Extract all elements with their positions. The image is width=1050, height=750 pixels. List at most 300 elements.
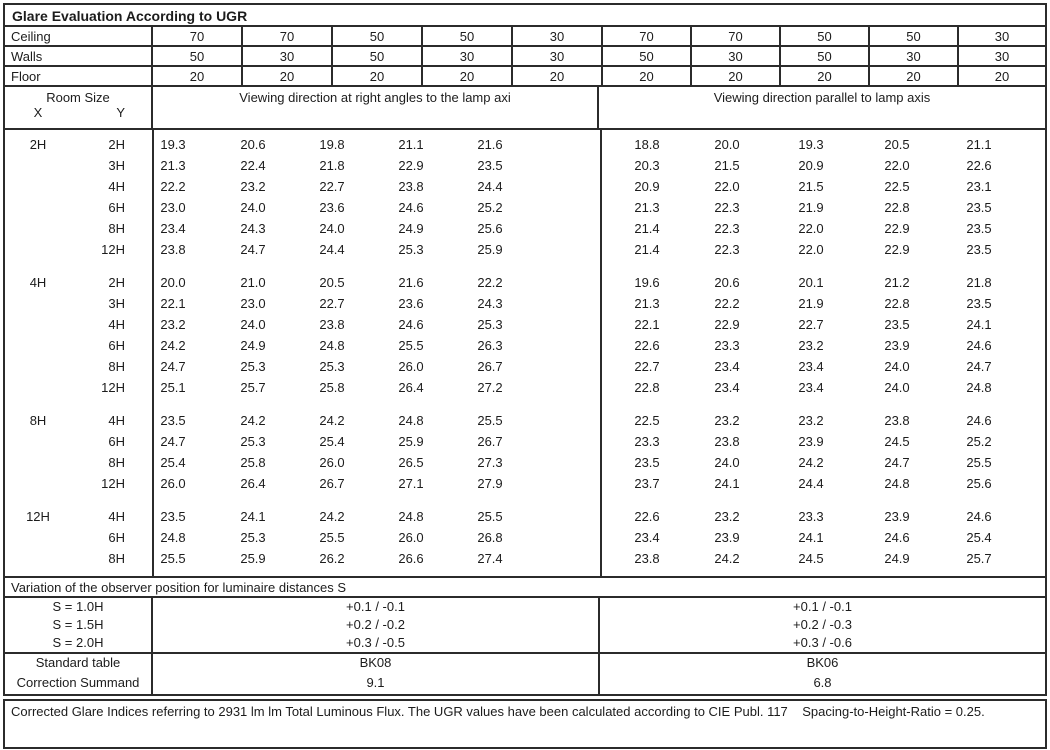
ugr-value: 22.6 xyxy=(634,509,660,524)
ugr-value: 18.8 xyxy=(634,137,660,152)
room-y-label: 12H xyxy=(101,242,125,257)
ugr-value: 25.3 xyxy=(477,317,503,332)
surface-row-label: Walls xyxy=(5,47,153,65)
ugr-value: 24.3 xyxy=(240,221,266,236)
ugr-value: 24.1 xyxy=(714,476,740,491)
ugr-value: 22.3 xyxy=(714,200,740,215)
ugr-value: 23.3 xyxy=(634,434,660,449)
ugr-value: 24.4 xyxy=(798,476,824,491)
ugr-value: 24.2 xyxy=(798,455,824,470)
ugr-row xyxy=(5,198,1045,219)
ugr-value: 20.5 xyxy=(884,137,910,152)
ugr-row xyxy=(5,474,1045,495)
ugr-value: 26.7 xyxy=(319,476,345,491)
room-y-label: 3H xyxy=(108,296,125,311)
ugr-value: 23.3 xyxy=(798,509,824,524)
ugr-value: 20.6 xyxy=(714,275,740,290)
summary-rows xyxy=(5,654,1045,694)
ugr-value: 25.5 xyxy=(966,455,992,470)
variation-row xyxy=(5,598,1045,616)
ugr-value: 27.1 xyxy=(398,476,424,491)
ugr-value: 25.8 xyxy=(319,380,345,395)
ugr-value: 23.2 xyxy=(240,179,266,194)
ugr-value: 20.6 xyxy=(240,137,266,152)
xy-axis-labels xyxy=(5,105,151,123)
ugr-row xyxy=(5,273,1045,294)
group-gap xyxy=(5,399,1045,411)
ugr-row xyxy=(5,135,1045,156)
summary-right-value: BK06 xyxy=(806,655,839,670)
ugr-value: 25.6 xyxy=(477,221,503,236)
ugr-value: 21.3 xyxy=(160,158,186,173)
surface-row xyxy=(5,27,1045,47)
ugr-value: 22.7 xyxy=(319,179,345,194)
summary-left-value: BK08 xyxy=(153,654,600,674)
ugr-value: 22.8 xyxy=(634,380,660,395)
ugr-value: 23.6 xyxy=(398,296,424,311)
room-y-label: 8H xyxy=(108,551,125,566)
room-y-label: 6H xyxy=(108,530,125,545)
ugr-value: 21.2 xyxy=(884,275,910,290)
surface-value-cell: 30 xyxy=(994,29,1010,44)
ugr-value: 25.9 xyxy=(240,551,266,566)
surface-value-cell: 30 xyxy=(423,47,513,65)
ugr-value: 21.9 xyxy=(798,200,824,215)
surface-value-cell: 70 xyxy=(603,27,692,45)
room-x-label: 8H xyxy=(29,413,47,428)
surface-row xyxy=(5,47,1045,67)
ugr-value: 19.6 xyxy=(634,275,660,290)
ugr-value: 24.0 xyxy=(240,200,266,215)
ugr-value: 24.7 xyxy=(240,242,266,257)
group-gap xyxy=(5,261,1045,273)
ugr-value: 25.5 xyxy=(160,551,186,566)
variation-row-label: S = 2.0H xyxy=(5,634,153,652)
ugr-value: 24.1 xyxy=(240,509,266,524)
ugr-value: 25.3 xyxy=(240,434,266,449)
surface-row-label: Ceiling xyxy=(5,27,153,45)
ugr-value: 24.2 xyxy=(319,509,345,524)
ugr-value: 27.4 xyxy=(477,551,503,566)
ugr-value: 24.9 xyxy=(398,221,424,236)
ugr-value: 21.0 xyxy=(240,275,266,290)
surface-value-cell: 20 xyxy=(603,67,692,85)
ugr-value: 25.2 xyxy=(477,200,503,215)
ugr-value: 23.5 xyxy=(634,455,660,470)
surface-value-cell: 20 xyxy=(994,69,1010,84)
ugr-value: 23.4 xyxy=(798,359,824,374)
room-size-header-cell xyxy=(5,87,153,128)
column-header-band xyxy=(5,87,1045,130)
ugr-value: 25.2 xyxy=(966,434,992,449)
ugr-value: 21.4 xyxy=(634,242,660,257)
ugr-value: 24.6 xyxy=(966,413,992,428)
ugr-value: 23.2 xyxy=(160,317,186,332)
room-y-label: 8H xyxy=(108,221,125,236)
ugr-value: 25.6 xyxy=(966,476,992,491)
variation-right-value: +0.2 / -0.3 xyxy=(793,617,852,632)
ugr-value: 24.7 xyxy=(884,455,910,470)
room-y-label: 12H xyxy=(101,380,125,395)
ugr-value: 21.3 xyxy=(634,200,660,215)
ugr-value: 24.8 xyxy=(966,380,992,395)
ugr-row xyxy=(5,156,1045,177)
summary-row-label: Standard table xyxy=(5,654,153,674)
ugr-value: 25.1 xyxy=(160,380,186,395)
ugr-value: 21.5 xyxy=(798,179,824,194)
ugr-value: 19.3 xyxy=(798,137,824,152)
summary-left-value: 9.1 xyxy=(153,674,600,694)
ugr-value: 22.4 xyxy=(240,158,266,173)
surface-value-cell: 20 xyxy=(243,67,333,85)
surface-value-cell: 50 xyxy=(423,27,513,45)
ugr-value: 22.2 xyxy=(714,296,740,311)
ugr-row xyxy=(5,357,1045,378)
ugr-value: 23.9 xyxy=(714,530,740,545)
ugr-value: 20.9 xyxy=(798,158,824,173)
surface-value-cell: 20 xyxy=(692,67,781,85)
ugr-value: 22.7 xyxy=(319,296,345,311)
viewing-direction-parallel-heading: Viewing direction parallel to lamp axis xyxy=(713,90,931,105)
surface-value-cell: 50 xyxy=(153,47,243,65)
ugr-value: 26.0 xyxy=(398,359,424,374)
surface-value-cell: 50 xyxy=(333,47,423,65)
ugr-value: 23.5 xyxy=(966,221,992,236)
surface-value-cell: 50 xyxy=(781,27,870,45)
room-y-label: 6H xyxy=(108,434,125,449)
ugr-value: 23.4 xyxy=(714,359,740,374)
ugr-value: 24.0 xyxy=(240,317,266,332)
ugr-value: 21.8 xyxy=(319,158,345,173)
ugr-value: 25.7 xyxy=(240,380,266,395)
ugr-value: 23.4 xyxy=(798,380,824,395)
summary-row-label: Correction Summand xyxy=(5,674,153,694)
ugr-value: 24.6 xyxy=(884,530,910,545)
ugr-value: 24.8 xyxy=(398,509,424,524)
ugr-table xyxy=(3,3,1047,696)
summary-row xyxy=(5,674,1045,694)
ugr-value: 20.9 xyxy=(634,179,660,194)
ugr-row xyxy=(5,240,1045,261)
summary-row xyxy=(5,654,1045,674)
ugr-row xyxy=(5,378,1045,399)
ugr-value: 24.0 xyxy=(714,455,740,470)
ugr-value: 24.2 xyxy=(319,413,345,428)
ugr-value: 23.8 xyxy=(319,317,345,332)
ugr-value: 21.5 xyxy=(714,158,740,173)
ugr-value: 24.8 xyxy=(319,338,345,353)
variation-row xyxy=(5,634,1045,652)
ugr-value: 22.8 xyxy=(884,200,910,215)
ugr-value: 25.5 xyxy=(319,530,345,545)
surface-value-cell: 50 xyxy=(781,47,870,65)
ugr-value: 25.3 xyxy=(319,359,345,374)
variation-section-title: Variation of the observer position for luminaire distances S xyxy=(5,576,1045,598)
ugr-value: 23.4 xyxy=(714,380,740,395)
ugr-row xyxy=(5,219,1045,240)
ugr-value: 24.2 xyxy=(714,551,740,566)
surface-value-cell: 30 xyxy=(513,47,603,65)
ugr-value: 21.6 xyxy=(398,275,424,290)
ugr-value: 24.1 xyxy=(966,317,992,332)
ugr-value: 23.9 xyxy=(884,338,910,353)
ugr-value: 20.1 xyxy=(798,275,824,290)
room-x-label: 4H xyxy=(29,275,47,290)
room-y-label: 8H xyxy=(108,359,125,374)
ugr-value: 26.5 xyxy=(398,455,424,470)
ugr-value: 26.4 xyxy=(240,476,266,491)
ugr-value: 21.1 xyxy=(398,137,424,152)
ugr-value: 23.5 xyxy=(477,158,503,173)
ugr-value: 19.3 xyxy=(160,137,186,152)
ugr-value: 22.9 xyxy=(398,158,424,173)
ugr-value: 20.5 xyxy=(319,275,345,290)
room-y-label: 2H xyxy=(108,137,125,152)
ugr-value: 25.9 xyxy=(477,242,503,257)
ugr-value: 20.3 xyxy=(634,158,660,173)
ugr-value: 25.4 xyxy=(319,434,345,449)
ugr-value: 21.6 xyxy=(477,137,503,152)
ugr-value: 24.0 xyxy=(884,380,910,395)
variation-row-label: S = 1.5H xyxy=(5,616,153,634)
ugr-value: 24.7 xyxy=(160,434,186,449)
ugr-value: 23.2 xyxy=(714,509,740,524)
surface-row-label: Floor xyxy=(5,67,153,85)
ugr-value: 23.1 xyxy=(966,179,992,194)
ugr-value: 25.3 xyxy=(240,359,266,374)
ugr-value: 23.6 xyxy=(319,200,345,215)
ugr-value: 20.0 xyxy=(714,137,740,152)
ugr-value: 23.0 xyxy=(240,296,266,311)
ugr-value: 23.8 xyxy=(714,434,740,449)
ugr-row xyxy=(5,177,1045,198)
ugr-value: 22.0 xyxy=(798,221,824,236)
ugr-value: 22.6 xyxy=(634,338,660,353)
summary-right-value: 6.8 xyxy=(813,675,832,690)
room-y-label: 3H xyxy=(108,158,125,173)
surface-value-cell: 20 xyxy=(513,67,603,85)
viewing-direction-right-angles-heading: Viewing direction at right angles to the lamp axi xyxy=(153,87,599,128)
room-y-label: 4H xyxy=(108,413,125,428)
surface-value-cell: 30 xyxy=(513,27,603,45)
ugr-value: 22.2 xyxy=(160,179,186,194)
surface-row xyxy=(5,67,1045,87)
ugr-value: 24.9 xyxy=(884,551,910,566)
ugr-value: 24.3 xyxy=(477,296,503,311)
surface-value-cell: 50 xyxy=(603,47,692,65)
room-y-label: 8H xyxy=(108,455,125,470)
ugr-row xyxy=(5,336,1045,357)
ugr-value: 22.8 xyxy=(884,296,910,311)
variation-right-value: +0.1 / -0.1 xyxy=(793,599,852,614)
ugr-value: 25.5 xyxy=(477,509,503,524)
ugr-value: 24.7 xyxy=(966,359,992,374)
ugr-value: 27.9 xyxy=(477,476,503,491)
ugr-value: 22.0 xyxy=(798,242,824,257)
ugr-value: 25.4 xyxy=(966,530,992,545)
surface-value-cell: 70 xyxy=(692,27,781,45)
ugr-row xyxy=(5,315,1045,336)
ugr-value: 24.2 xyxy=(160,338,186,353)
room-y-label: 4H xyxy=(108,179,125,194)
ugr-value: 25.5 xyxy=(398,338,424,353)
x-axis-label: X xyxy=(33,105,43,120)
ugr-row xyxy=(5,432,1045,453)
ugr-value: 25.7 xyxy=(966,551,992,566)
ugr-value: 24.9 xyxy=(240,338,266,353)
ugr-value: 24.4 xyxy=(319,242,345,257)
variation-row-label: S = 1.0H xyxy=(5,598,153,616)
variation-left-value: +0.3 / -0.5 xyxy=(153,634,600,652)
ugr-value: 22.1 xyxy=(160,296,186,311)
ugr-value: 23.5 xyxy=(966,296,992,311)
ugr-value: 22.3 xyxy=(714,221,740,236)
ugr-value: 22.3 xyxy=(714,242,740,257)
ugr-row xyxy=(5,411,1045,432)
ugr-value: 25.4 xyxy=(160,455,186,470)
footer-note: Corrected Glare Indices referring to 2931 lm lm Total Luminous Flux. The UGR values have been calculated according to CIE Publ. 117 Spacing-to-Height-Ratio = 0.25. xyxy=(3,699,1047,749)
ugr-value: 23.8 xyxy=(160,242,186,257)
ugr-value: 23.9 xyxy=(884,509,910,524)
ugr-value: 26.0 xyxy=(319,455,345,470)
y-axis-label: Y xyxy=(116,105,125,120)
ugr-value: 22.0 xyxy=(884,158,910,173)
ugr-value: 26.3 xyxy=(477,338,503,353)
ugr-value: 25.5 xyxy=(477,413,503,428)
variation-left-value: +0.2 / -0.2 xyxy=(153,616,600,634)
ugr-row xyxy=(5,528,1045,549)
ugr-value: 22.9 xyxy=(714,317,740,332)
room-y-label: 4H xyxy=(108,317,125,332)
ugr-value: 23.4 xyxy=(160,221,186,236)
ugr-value: 27.3 xyxy=(477,455,503,470)
ugr-value: 23.8 xyxy=(398,179,424,194)
ugr-value: 21.1 xyxy=(966,137,992,152)
ugr-value: 22.2 xyxy=(477,275,503,290)
ugr-value: 21.3 xyxy=(634,296,660,311)
surface-value-cell: 20 xyxy=(153,67,243,85)
ugr-value: 24.8 xyxy=(398,413,424,428)
ugr-value: 26.2 xyxy=(319,551,345,566)
ugr-value: 19.8 xyxy=(319,137,345,152)
ugr-value: 25.9 xyxy=(398,434,424,449)
surface-value-cell: 30 xyxy=(994,49,1010,64)
ugr-value: 23.5 xyxy=(160,509,186,524)
room-y-label: 12H xyxy=(101,476,125,491)
room-y-label: 4H xyxy=(108,509,125,524)
ugr-value: 22.5 xyxy=(634,413,660,428)
ugr-value: 23.2 xyxy=(714,413,740,428)
room-y-label: 6H xyxy=(108,338,125,353)
ugr-value: 24.0 xyxy=(884,359,910,374)
surface-value-cell: 30 xyxy=(243,47,333,65)
ugr-value: 22.9 xyxy=(884,221,910,236)
ugr-row xyxy=(5,453,1045,474)
surface-value-cell: 20 xyxy=(333,67,423,85)
ugr-row xyxy=(5,507,1045,528)
ugr-value: 22.6 xyxy=(966,158,992,173)
ugr-value: 26.7 xyxy=(477,359,503,374)
variation-right-value: +0.3 / -0.6 xyxy=(793,635,852,650)
ugr-value: 23.5 xyxy=(966,242,992,257)
ugr-value: 24.5 xyxy=(798,551,824,566)
ugr-value: 22.5 xyxy=(884,179,910,194)
room-x-label: 2H xyxy=(29,137,47,152)
ugr-value: 22.0 xyxy=(714,179,740,194)
surface-reflectance-rows xyxy=(5,27,1045,87)
ugr-value: 24.8 xyxy=(160,530,186,545)
ugr-value: 23.3 xyxy=(714,338,740,353)
ugr-value: 25.3 xyxy=(398,242,424,257)
ugr-value: 22.7 xyxy=(634,359,660,374)
ugr-value: 23.5 xyxy=(966,200,992,215)
observer-variation-rows xyxy=(5,598,1045,654)
ugr-value: 23.0 xyxy=(160,200,186,215)
surface-value-cell: 50 xyxy=(333,27,423,45)
ugr-value: 21.9 xyxy=(798,296,824,311)
ugr-value: 24.4 xyxy=(477,179,503,194)
ugr-value: 23.2 xyxy=(798,338,824,353)
ugr-value: 24.6 xyxy=(398,200,424,215)
ugr-value: 24.7 xyxy=(160,359,186,374)
ugr-value: 23.9 xyxy=(798,434,824,449)
ugr-value: 26.0 xyxy=(160,476,186,491)
ugr-value: 24.6 xyxy=(398,317,424,332)
ugr-value: 25.3 xyxy=(240,530,266,545)
ugr-row xyxy=(5,549,1045,570)
ugr-value: 24.6 xyxy=(966,338,992,353)
ugr-value: 26.7 xyxy=(477,434,503,449)
ugr-value: 22.1 xyxy=(634,317,660,332)
ugr-value: 24.2 xyxy=(240,413,266,428)
ugr-row xyxy=(5,294,1045,315)
ugr-value: 21.8 xyxy=(966,275,992,290)
room-x-label: 12H xyxy=(26,509,50,524)
surface-value-cell: 30 xyxy=(870,47,959,65)
ugr-value: 24.8 xyxy=(884,476,910,491)
room-y-label: 2H xyxy=(108,275,125,290)
ugr-value: 26.0 xyxy=(398,530,424,545)
ugr-value: 27.2 xyxy=(477,380,503,395)
surface-value-cell: 20 xyxy=(781,67,870,85)
ugr-value: 26.4 xyxy=(398,380,424,395)
ugr-value: 23.4 xyxy=(634,530,660,545)
ugr-value: 23.5 xyxy=(160,413,186,428)
table-title: Glare Evaluation According to UGR xyxy=(5,5,1045,27)
ugr-value: 24.6 xyxy=(966,509,992,524)
variation-row xyxy=(5,616,1045,634)
surface-value-cell: 30 xyxy=(692,47,781,65)
ugr-value: 22.7 xyxy=(798,317,824,332)
ugr-value: 26.8 xyxy=(477,530,503,545)
surface-value-cell: 20 xyxy=(870,67,959,85)
ugr-value: 23.8 xyxy=(634,551,660,566)
group-gap xyxy=(5,495,1045,507)
variation-left-value: +0.1 / -0.1 xyxy=(153,598,600,616)
ugr-value: 23.2 xyxy=(798,413,824,428)
ugr-value: 25.8 xyxy=(240,455,266,470)
ugr-value: 22.9 xyxy=(884,242,910,257)
surface-value-cell: 50 xyxy=(870,27,959,45)
room-y-label: 6H xyxy=(108,200,125,215)
surface-value-cell: 20 xyxy=(423,67,513,85)
surface-value-cell: 70 xyxy=(243,27,333,45)
ugr-value: 23.5 xyxy=(884,317,910,332)
ugr-values-block xyxy=(5,130,1045,576)
ugr-value: 24.1 xyxy=(798,530,824,545)
ugr-value: 24.5 xyxy=(884,434,910,449)
surface-value-cell: 70 xyxy=(153,27,243,45)
